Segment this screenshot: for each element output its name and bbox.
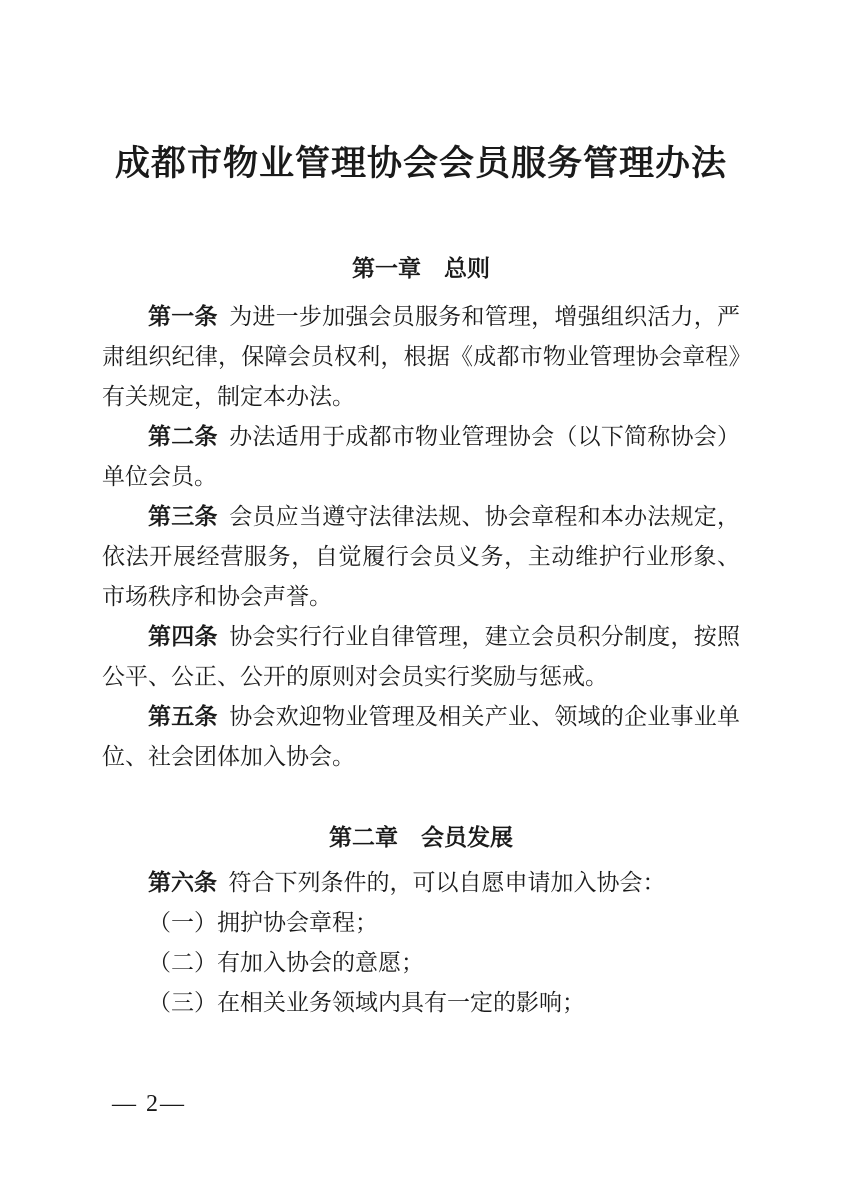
article-2-paragraph xyxy=(102,417,740,497)
article-4-label: 第四条 xyxy=(148,624,218,649)
document-title: 成都市物业管理协会会员服务管理办法 xyxy=(114,144,727,183)
page-number: — 2— xyxy=(112,1091,186,1117)
article-5-paragraph xyxy=(102,697,740,777)
article-5-text: 协会欢迎物业管理及相关产业、领域的企业事业单位、社会团体加入协会。 xyxy=(102,704,741,769)
article-3-label: 第三条 xyxy=(148,504,218,529)
article-1-text: 为进一步加强会员服务和管理，增强组织活力，严肃组织纪律，保障会员权利，根据《成都市物业管理协会章程》有关规定，制定本办法。 xyxy=(102,304,741,409)
article-1-paragraph xyxy=(102,297,740,417)
article-3-paragraph xyxy=(102,497,740,617)
article-2-text: 办法适用于成都市物业管理协会（以下简称协会）单位会员。 xyxy=(102,424,741,489)
article-6-paragraph xyxy=(102,863,740,903)
article-4-paragraph xyxy=(102,617,740,697)
condition-list-item-2: （二）有加入协会的意愿； xyxy=(148,950,424,975)
article-6-label: 第六条 xyxy=(148,870,217,895)
article-6-text: 符合下列条件的，可以自愿申请加入协会： xyxy=(228,870,666,895)
article-3-text: 会员应当遵守法律法规、协会章程和本办法规定，依法开展经营服务，自觉履行会员义务，主动维护行业形象、市场秩序和协会声誉。 xyxy=(102,504,741,609)
chapter-1-heading: 第一章 总则 xyxy=(352,255,490,281)
article-5-label: 第五条 xyxy=(148,704,218,729)
article-1-label: 第一条 xyxy=(148,304,218,329)
article-4-text: 协会实行行业自律管理，建立会员积分制度，按照公平、公正、公开的原则对会员实行奖励与惩戒。 xyxy=(102,624,741,689)
condition-list-item-1: （一）拥护协会章程； xyxy=(148,910,378,935)
article-2-label: 第二条 xyxy=(148,424,218,449)
condition-list-item-3: （三）在相关业务领域内具有一定的影响； xyxy=(148,990,585,1015)
chapter-2-heading: 第二章 会员发展 xyxy=(329,824,513,850)
